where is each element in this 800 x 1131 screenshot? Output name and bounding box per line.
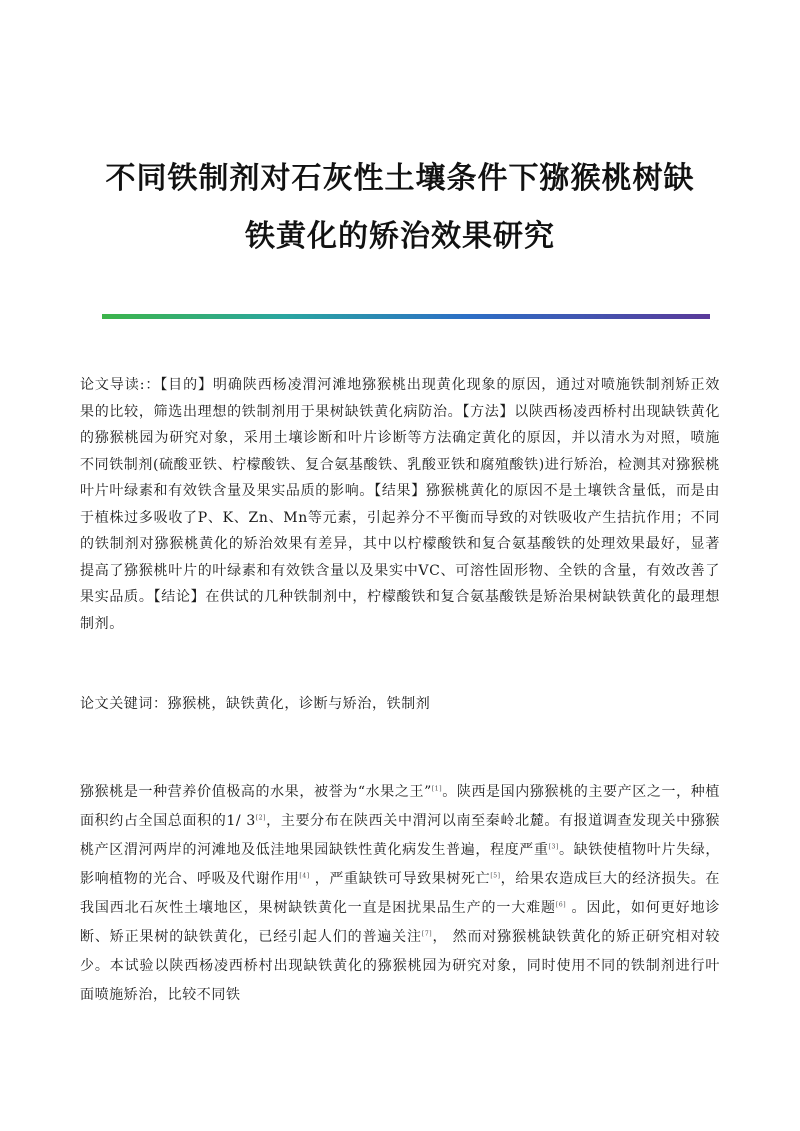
title-line-2: 铁黄化的矫治效果研究 [245,219,555,254]
citation-ref: [1] [431,785,443,793]
body-sentence: 。因此，如何更好地诊断、矫正果树的缺铁黄化，已经引起人们的普遍关注 [80,900,720,945]
citation-ref: [5] [490,872,501,880]
body-sentence: 。缺铁使植物叶片失绿，影响植物的光合、呼吸及代谢作用 [80,842,720,887]
citation-ref: [6] [555,901,567,909]
abstract: 论文导读:：【目的】明确陕西杨凌渭河滩地猕猴桃出现黄化现象的原因，通过对喷施铁制剂矫正效果的比较，筛选出理想的铁制剂用于果树缺铁黄化病防治。【方法】以陕西杨凌西桥村出现缺铁黄化的猕猴桃园为研究对象，采用土壤诊断和叶片诊断等方法确定黄化的原因，并以清水为对照，喷施不同铁制剂(硫酸亚铁、柠檬酸铁、复合氨基酸铁、乳酸亚铁和腐殖酸铁)进行矫治，检测其对猕猴桃叶片叶绿素和有效铁含量及果实品质的影响。【结果】猕猴桃黄化的原因不是土壤铁含量低，而是由于植株过多吸收了P、K、Zn、Mn等元素，引起养分不平衡而导致的对铁吸收产生拮抗作用；不同的铁制剂对猕猴桃黄化的矫治效果有差异，其中以柠檬酸铁和复合氨基酸铁的处理效果最好，显著提高了猕猴桃叶片的叶绿素和有效铁含量以及果实中VC、可溶性固形物、全铁的含量，有效改善了果实品质。【结论】在供试的几种铁制剂中，柠檬酸铁和复合氨基酸铁是矫治果树缺铁黄化的最理想制剂。 [80,377,720,632]
body-paragraph [80,778,720,1010]
citation-ref: [3] [548,843,559,851]
body-sentence: ，主要分布在陕西关中渭河以南至秦岭北麓。有报道调查发现关中猕猴桃产区渭河两岸的河滩地及低洼地果园缺铁性黄化病发生普遍，程度严重 [80,813,720,858]
body-sentence: ，严重缺铁可导致果树死亡 [309,871,491,887]
body-sentence: 猕猴桃是一种营养价值极高的水果，被誉为“水果之王” [80,784,432,800]
keywords: 论文关键词：猕猴桃，缺铁黄化，诊断与矫治，铁制剂 [80,696,431,712]
body-sentence: ， 然而对猕猴桃缺铁黄化的矫正研究相对较少。本试验以陕西杨凌西桥村出现缺铁黄化的猕猴桃园为研究对象，同时使用不同的铁制剂进行叶面喷施矫治，比较不同铁 [80,929,720,1003]
paper-title [60,150,740,266]
title-divider [102,314,710,319]
citation-ref: [2] [255,814,267,822]
citation-ref: [7] [421,930,433,938]
citation-ref: [4] [299,872,310,880]
body-sentence: ，给果农造成巨大的经济损失。在我国西北石灰性土壤地区，果树缺铁黄化一直是困扰果品生产的一大难题 [80,871,721,916]
title-line-1: 不同铁制剂对石灰性土壤条件下猕猴桃树缺 [105,161,695,196]
body-sentence: 。陕西是国内猕猴桃的主要产区之一，种植面积约占全国总面积的1/ 3 [80,784,720,829]
